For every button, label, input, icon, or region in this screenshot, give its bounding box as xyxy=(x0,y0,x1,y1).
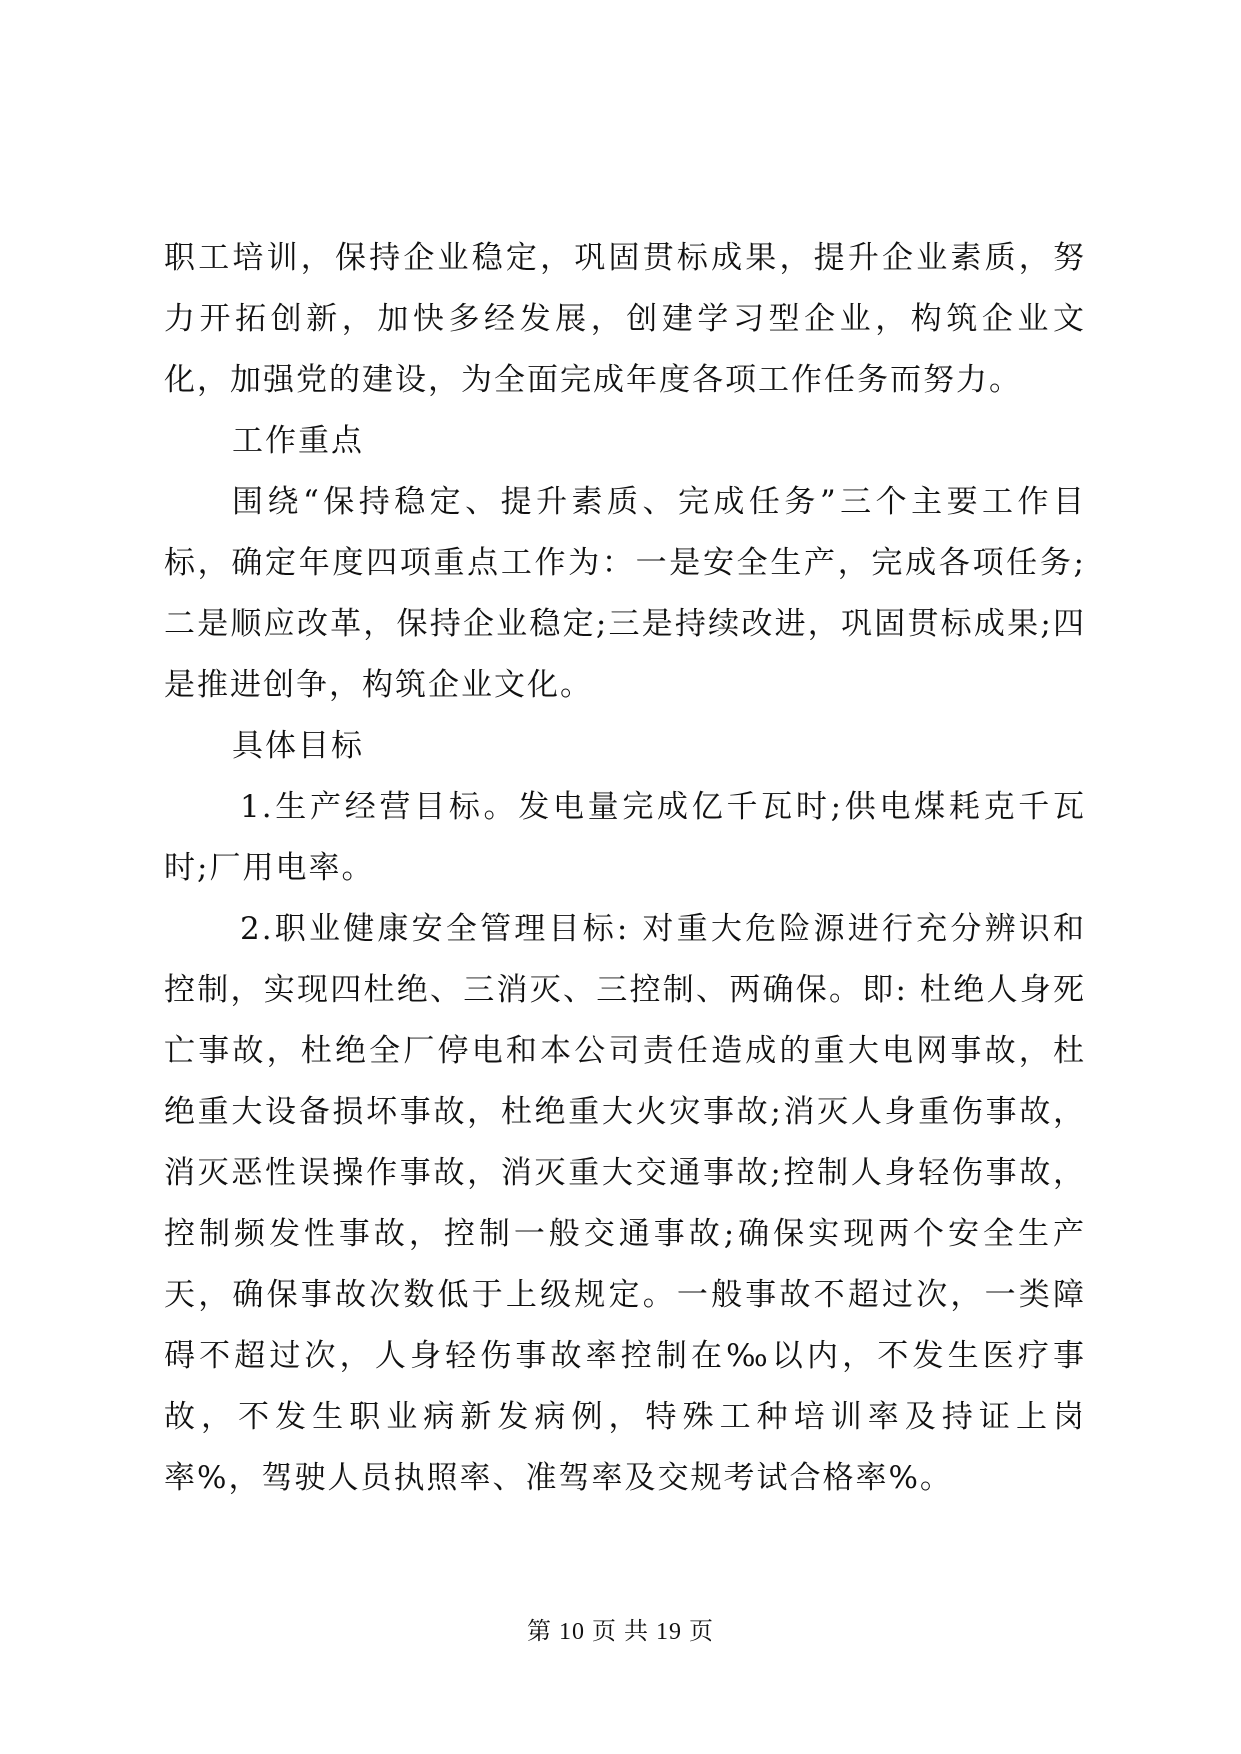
paragraph-work-focus: 围绕“保持稳定、提升素质、完成任务”三个主要工作目标，确定年度四项重点工作为：一是安全生产，完成各项任务;二是顺应改革，保持企业稳定;三是持续改进，巩固贯标成果;四是推进创争，构筑企业文化。 xyxy=(164,484,1086,703)
paragraph-safety-goal: 2.职业健康安全管理目标: 对重大危险源进行充分辨识和控制，实现四杜绝、三消灭、三控制、两确保。即: 杜绝人身死亡事故，杜绝全厂停电和本公司责任造成的重大电网事故，杜绝重大设备损坏事故，杜绝重大火灾事故;消灭人身重伤事故，消灭恶性误操作事故，消灭重大交通事故;控制人身轻伤事故，控制频发性事故，控制一般交通事故;确保实现两个安全生产天，确保事故次数低于上级规定。一般事故不超过次，一类障碍不超过次，人身轻伤事故率控制在‰以内，不发生医疗事故，不发生职业病新发病例，特殊工种培训率及持证上岗率%，驾驶人员执照率、准驾率及交规考试合格率%。 xyxy=(164,911,1086,1496)
document-body xyxy=(164,228,1086,1509)
paragraph-continuation: 职工培训，保持企业稳定，巩固贯标成果，提升企业素质，努力开拓创新，加快多经发展，创建学习型企业，构筑企业文化，加强党的建设，为全面完成年度各项工作任务而努力。 xyxy=(164,240,1086,398)
heading-work-focus: 工作重点 xyxy=(232,423,364,459)
page-number-footer: 第 10 页 共 19 页 xyxy=(527,1619,714,1645)
paragraph-production-goal: 1.生产经营目标。发电量完成亿千瓦时;供电煤耗克千瓦时;厂用电率。 xyxy=(164,789,1086,886)
heading-specific-goals: 具体目标 xyxy=(232,728,364,764)
